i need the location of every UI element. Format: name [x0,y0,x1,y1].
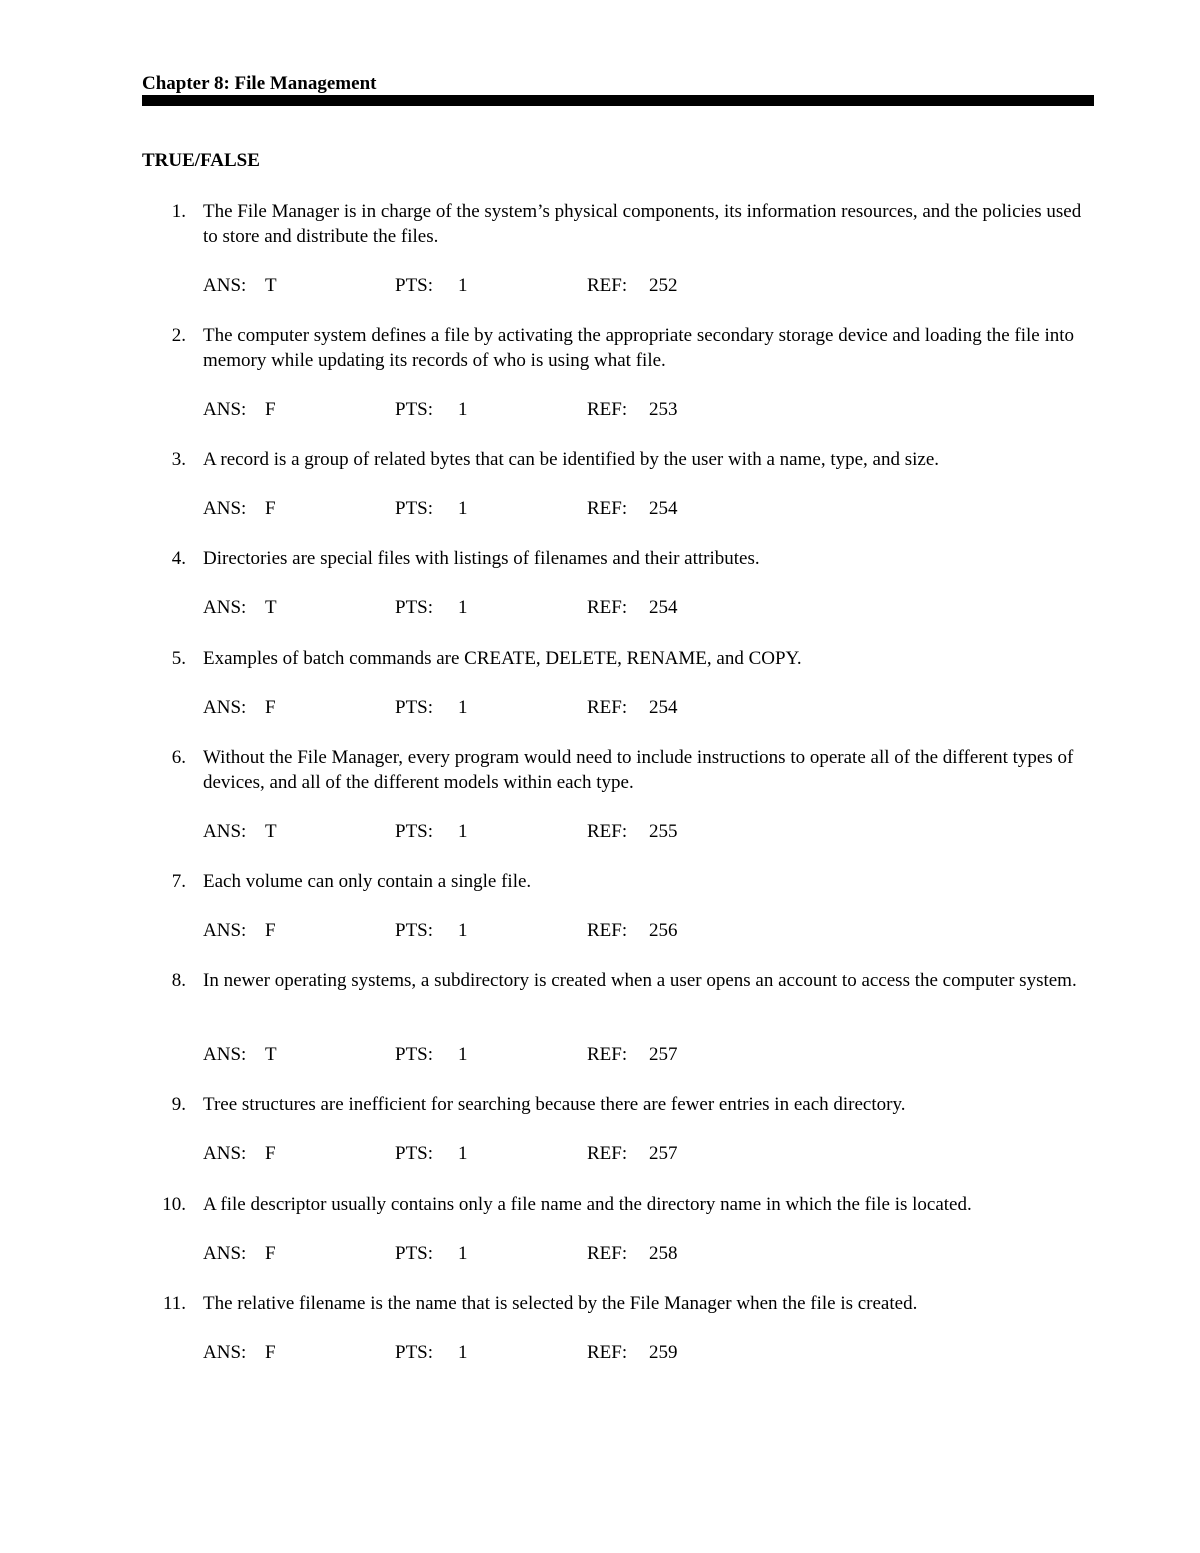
ans-value: F [265,1243,276,1264]
pts-value: 1 [458,1044,468,1065]
answer-row [203,918,803,943]
answer-row [203,819,803,844]
pts-label: PTS: [395,1243,434,1264]
pts-label: PTS: [395,1044,434,1065]
pts-label: PTS: [395,821,434,842]
question-text: The computer system defines a file by activating the appropriate secondary storage device and loading the file into memory while updating its records of who is using what file. [203,325,1075,371]
question-text: Tree structures are inefficient for searching because there are fewer entries in each directory. [203,1094,906,1115]
ans-value: T [265,275,277,296]
question-number: 2. [171,325,186,346]
question-number: 5. [171,648,186,669]
ref-value: 253 [649,399,678,420]
pts-value: 1 [458,275,468,296]
ref-value: 257 [649,1044,678,1065]
ans-label: ANS: [203,498,247,519]
ref-value: 254 [649,597,678,618]
ref-value: 255 [649,821,678,842]
question-text: The relative filename is the name that is selected by the File Manager when the file is created. [203,1293,918,1314]
question-text: Without the File Manager, every program would need to include instructions to operate all of the different types of devices, and all of the different models within each type. [203,747,1074,793]
ans-value: F [265,498,276,519]
question-number: 7. [171,871,186,892]
question-text: In newer operating systems, a subdirectory is created when a user opens an account to access the computer system. [203,970,1077,991]
pts-value: 1 [458,1143,468,1164]
pts-value: 1 [458,597,468,618]
ans-value: T [265,1044,277,1065]
ref-value: 254 [649,498,678,519]
ref-label: REF: [587,697,628,718]
pts-label: PTS: [395,498,434,519]
pts-value: 1 [458,498,468,519]
pts-label: PTS: [395,399,434,420]
question-text: Examples of batch commands are CREATE, DELETE, RENAME, and COPY. [203,648,802,669]
question-number: 11. [162,1293,186,1314]
question-number: 3. [171,449,186,470]
ref-label: REF: [587,821,628,842]
ref-label: REF: [587,275,628,296]
ref-value: 258 [649,1243,678,1264]
header-rule [142,95,1094,106]
ref-label: REF: [587,1044,628,1065]
answer-row [203,397,803,422]
answer-row [203,595,803,620]
ref-label: REF: [587,498,628,519]
ref-value: 256 [649,920,678,941]
ans-value: F [265,399,276,420]
pts-label: PTS: [395,697,434,718]
pts-value: 1 [458,697,468,718]
ref-value: 252 [649,275,678,296]
question-text: Each volume can only contain a single file. [203,871,532,892]
pts-label: PTS: [395,1143,434,1164]
question-number: 9. [171,1094,186,1115]
ans-value: F [265,1342,276,1363]
ans-label: ANS: [203,1044,247,1065]
pts-label: PTS: [395,597,434,618]
ans-value: T [265,597,277,618]
ans-label: ANS: [203,275,247,296]
ans-label: ANS: [203,821,247,842]
answer-row [203,496,803,521]
chapter-title: Chapter 8: File Management [142,73,377,94]
question-number: 6. [171,747,186,768]
ans-label: ANS: [203,399,247,420]
ref-label: REF: [587,399,628,420]
question-number: 4. [171,548,186,569]
pts-value: 1 [458,821,468,842]
question-text: The File Manager is in charge of the system’s physical components, its information resources, and the policies used to store and distribute the files. [203,201,1082,247]
ans-label: ANS: [203,597,247,618]
pts-value: 1 [458,920,468,941]
section-heading: TRUE/FALSE [142,150,260,171]
pts-label: PTS: [395,1342,434,1363]
ref-label: REF: [587,1143,628,1164]
answer-row [203,1141,803,1166]
question-text: A record is a group of related bytes that can be identified by the user with a name, type, and size. [203,449,939,470]
ans-value: F [265,920,276,941]
ref-value: 254 [649,697,678,718]
question-number: 8. [171,970,186,991]
ref-label: REF: [587,920,628,941]
ref-label: REF: [587,597,628,618]
question-text: A file descriptor usually contains only a file name and the directory name in which the file is located. [203,1194,972,1215]
answer-row [203,1042,803,1067]
ans-value: F [265,697,276,718]
ans-label: ANS: [203,1243,247,1264]
ans-label: ANS: [203,1143,247,1164]
pts-label: PTS: [395,275,434,296]
answer-row [203,695,803,720]
question-text: Directories are special files with listings of filenames and their attributes. [203,548,760,569]
question-number: 10. [162,1194,186,1215]
answer-row [203,1241,803,1266]
ref-label: REF: [587,1243,628,1264]
question-number: 1. [171,201,186,222]
ans-label: ANS: [203,697,247,718]
ref-label: REF: [587,1342,628,1363]
ans-label: ANS: [203,1342,247,1363]
answer-row [203,1340,803,1365]
ans-label: ANS: [203,920,247,941]
ref-value: 259 [649,1342,678,1363]
ref-value: 257 [649,1143,678,1164]
pts-value: 1 [458,399,468,420]
answer-row [203,273,803,298]
pts-value: 1 [458,1342,468,1363]
pts-label: PTS: [395,920,434,941]
ans-value: F [265,1143,276,1164]
pts-value: 1 [458,1243,468,1264]
ans-value: T [265,821,277,842]
